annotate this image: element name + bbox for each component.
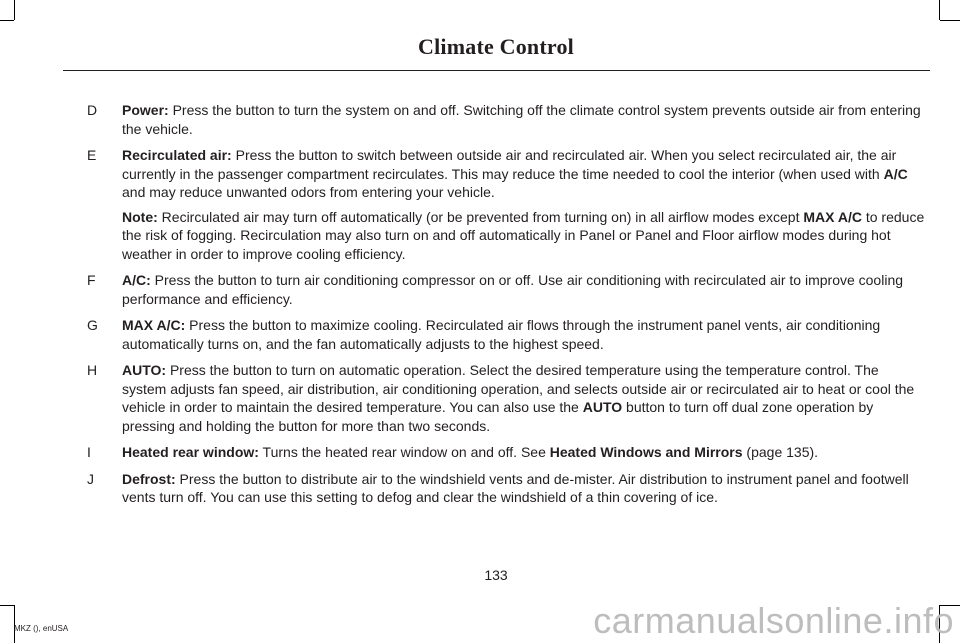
entry-letter: I	[87, 444, 91, 460]
list-item	[60, 470, 926, 507]
list-item	[60, 101, 926, 138]
entry-letter: H	[87, 362, 98, 378]
entry-letter: D	[87, 102, 98, 118]
entry-text: Turns the heated rear window on and off. See	[258, 444, 550, 460]
entry-text-continued: and may reduce unwanted odors from entering your vehicle.	[122, 184, 495, 200]
crop-mark	[14, 0, 15, 20]
note-text: Recirculated air may turn off automatically (or be prevented from turning on) in all airflow modes except	[157, 208, 804, 225]
note-text-continued: to reduce the risk of fogging. Recirculation may also turn on and off automatically in Panel or Panel and Floor airflow modes during hot weather in order to improve cooling efficiency.	[122, 208, 925, 262]
entry-text: Press the button to turn on automatic operation. Select the desired temperature using the temperature control. The system adjusts fan speed, air distribution, air conditioning operation, and selects outside air or recirculated air to heat or cool the vehicle in order to maintain the desired temperature. You can also use the	[122, 362, 915, 415]
entry-letter: G	[87, 317, 98, 333]
list-item	[60, 271, 926, 308]
note-item	[60, 208, 926, 264]
entry-text: Press the button to switch between outside air and recirculated air. When you select recirculated air, the air currently in the passenger compartment recirculates. This may reduce the time needed to cool the interior (when used with	[122, 147, 897, 182]
list-item	[60, 316, 926, 353]
page-title: Climate Control	[418, 34, 574, 59]
entry-term: Heated rear window:	[122, 444, 259, 460]
entry-term-inline: A/C	[883, 165, 908, 182]
entry-term-inline: AUTO	[582, 399, 623, 415]
entry-term: Defrost:	[122, 470, 176, 487]
note-mode: MAX A/C	[803, 208, 862, 225]
entry-term: Recirculated air:	[122, 147, 232, 163]
entry-text: Press the button to turn the system on and off. Switching off the climate control system prevents outside air from entering the vehicle.	[122, 102, 921, 137]
entry-term: AUTO:	[122, 362, 167, 378]
entry-term: Power:	[122, 102, 169, 118]
entry-text-continued: button to turn off dual zone operation by pressing and holding the button for more than two seconds.	[122, 399, 874, 434]
entry-list	[60, 101, 926, 515]
entry-term: A/C:	[122, 272, 151, 288]
cross-reference-link[interactable]: Heated Windows and Mirrors	[549, 444, 743, 460]
entry-text-continued: (page 135).	[742, 444, 819, 460]
list-item	[60, 443, 926, 462]
crop-mark	[0, 20, 14, 21]
crop-mark	[940, 20, 960, 21]
entry-letter: F	[87, 272, 96, 288]
crop-mark	[939, 0, 940, 20]
list-item	[60, 361, 926, 435]
crop-mark	[0, 605, 14, 606]
page-number: 133	[484, 567, 508, 583]
entry-term: MAX A/C:	[122, 317, 186, 333]
footer-code: MKZ (), enUSA	[14, 624, 69, 633]
header-divider	[63, 70, 930, 71]
entry-text: Press the button to maximize cooling. Recirculated air flows through the instrument panel vents, air conditioning automatically turns on, and the fan automatically adjusts to the highest speed.	[122, 317, 881, 352]
entry-letter: E	[87, 147, 97, 163]
entry-text: Press the button to turn air conditioning compressor on or off. Use air conditioning with recirculated air to improve cooling performance and efficiency.	[122, 272, 904, 307]
note-label: Note:	[122, 208, 158, 225]
watermark: carmanualsonline.info	[593, 600, 954, 641]
list-item	[60, 146, 926, 202]
entry-text: Press the button to distribute air to the windshield vents and de-mister. Air distribution to instrument panel and footwell vents turn off. You can use this setting to defog and clear the windshield of a thin covering of ice.	[122, 470, 909, 505]
entry-letter: J	[87, 470, 94, 487]
